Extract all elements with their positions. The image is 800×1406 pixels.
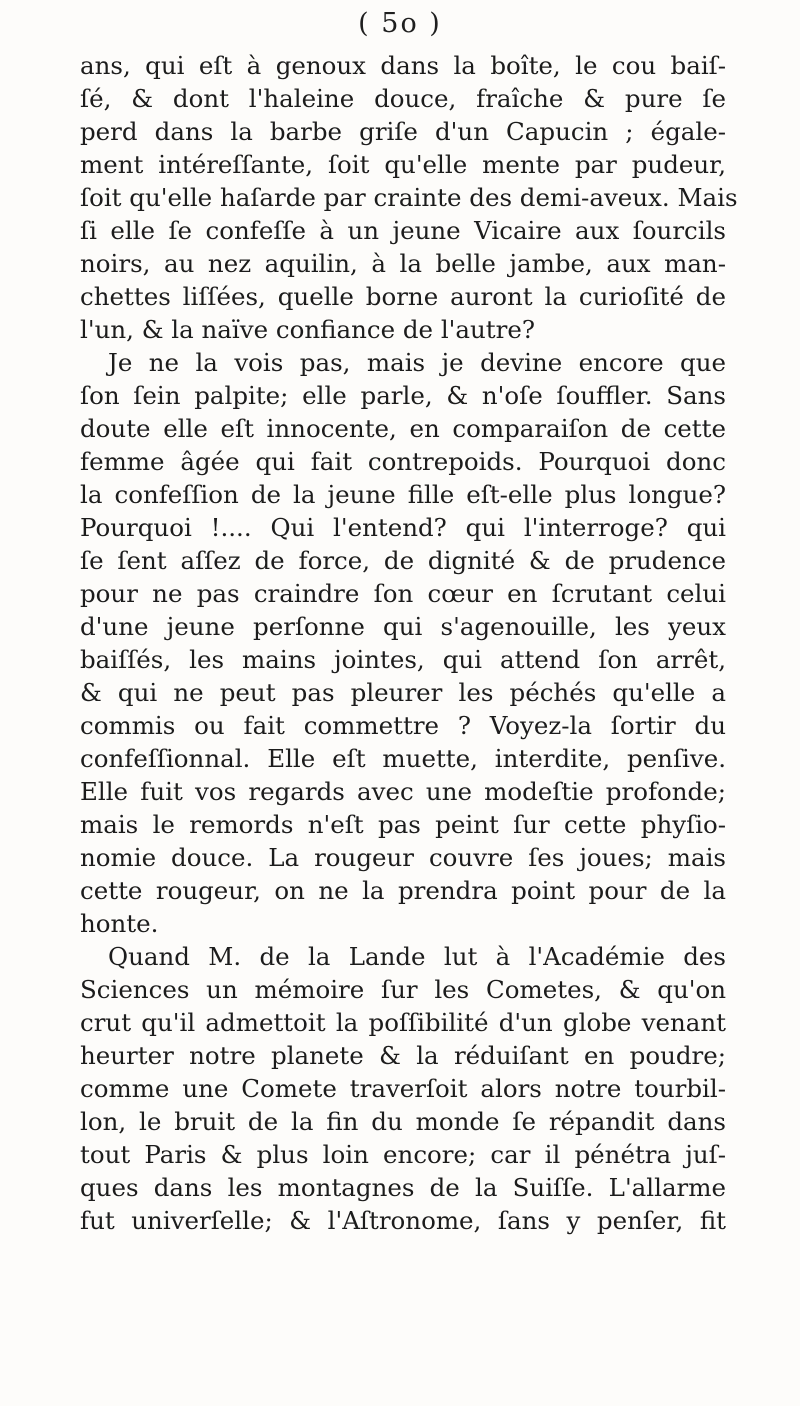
paragraph-3 — [80, 940, 726, 1237]
text-line: ſon ſein palpite; elle parle, & n'oſe ſouffler. Sans — [80, 381, 726, 410]
text-line: ſe ſent aſſez de force, de dignité & de prudence — [80, 546, 726, 575]
text-line: ſi elle ſe confeſſe à un jeune Vicaire aux ſourcils — [80, 216, 726, 245]
text-line: baiſſés, les mains jointes, qui attend ſon arrêt, — [80, 645, 726, 674]
paragraph-2 — [80, 346, 726, 940]
paragraph-1 — [80, 49, 738, 346]
text-line: perd dans la barbe griſe d'un Capucin ; égale- — [80, 117, 726, 146]
text-line: pour ne pas craindre ſon cœur en ſcrutant celui — [80, 579, 726, 608]
text-line: Pourquoi !.... Qui l'entend? qui l'interroge? qui — [80, 513, 726, 542]
text-line: commis ou fait commettre ? Voyez-la ſortir du — [80, 711, 726, 740]
text-line: ques dans les montagnes de la Suiſſe. L'allarme — [80, 1173, 726, 1202]
text-line: l'un, & la naïve confiance de l'autre? — [80, 315, 535, 344]
text-line: ment intéreſſante, ſoit qu'elle mente par pudeur, — [80, 150, 726, 179]
text-line: ans, qui eſt à genoux dans la boîte, le cou baiſ- — [80, 51, 726, 80]
body-text — [80, 49, 738, 1237]
text-line: la confeſſion de la jeune fille eſt-elle plus longue? — [80, 480, 726, 509]
text-line: femme âgée qui fait contrepoids. Pourquoi donc — [80, 447, 726, 476]
text-line: mais le remords n'eſt pas peint ſur cette phyſio- — [80, 810, 726, 839]
text-line: Sciences un mémoire ſur les Cometes, & qu'on — [80, 975, 726, 1004]
text-line: honte. — [80, 909, 159, 938]
page-number: ( 5o ) — [358, 8, 442, 39]
text-line: nomie douce. La rougeur couvre ſes joues; mais — [80, 843, 726, 872]
text-line: lon, le bruit de la fin du monde ſe répandit dans — [80, 1107, 726, 1136]
text-line: fut univerſelle; & l'Aſtronome, ſans y penſer, fit — [80, 1206, 726, 1235]
text-line: ſoit qu'elle haſarde par crainte des demi-aveux. Mais — [80, 183, 738, 212]
text-line: ſé, & dont l'haleine douce, fraîche & pure ſe — [80, 84, 726, 113]
text-line: crut qu'il admettoit la poſſibilité d'un globe venant — [80, 1008, 726, 1037]
text-line: chettes liſſées, quelle borne auront la curioſité de — [80, 282, 726, 311]
text-line: tout Paris & plus loin encore; car il pénétra juſ- — [80, 1140, 726, 1169]
text-line: heurter notre planete & la réduiſant en poudre; — [80, 1041, 726, 1070]
text-line: d'une jeune perſonne qui s'agenouille, les yeux — [80, 612, 726, 641]
text-line: Quand M. de la Lande lut à l'Académie des — [108, 942, 726, 971]
text-line: Je ne la vois pas, mais je devine encore que — [108, 348, 726, 377]
text-line: Elle fuit vos regards avec une modeſtie profonde; — [80, 777, 726, 806]
text-line: comme une Comete traverſoit alors notre tourbil- — [80, 1074, 726, 1103]
text-line: confeſſionnal. Elle eſt muette, interdite, penſive. — [80, 744, 726, 773]
text-line: & qui ne peut pas pleurer les péchés qu'elle a — [80, 678, 726, 707]
text-line: cette rougeur, on ne la prendra point pour de la — [80, 876, 726, 905]
text-line: doute elle eſt innocente, en comparaiſon de cette — [80, 414, 726, 443]
text-line: noirs, au nez aquilin, à la belle jambe, aux man- — [80, 249, 726, 278]
